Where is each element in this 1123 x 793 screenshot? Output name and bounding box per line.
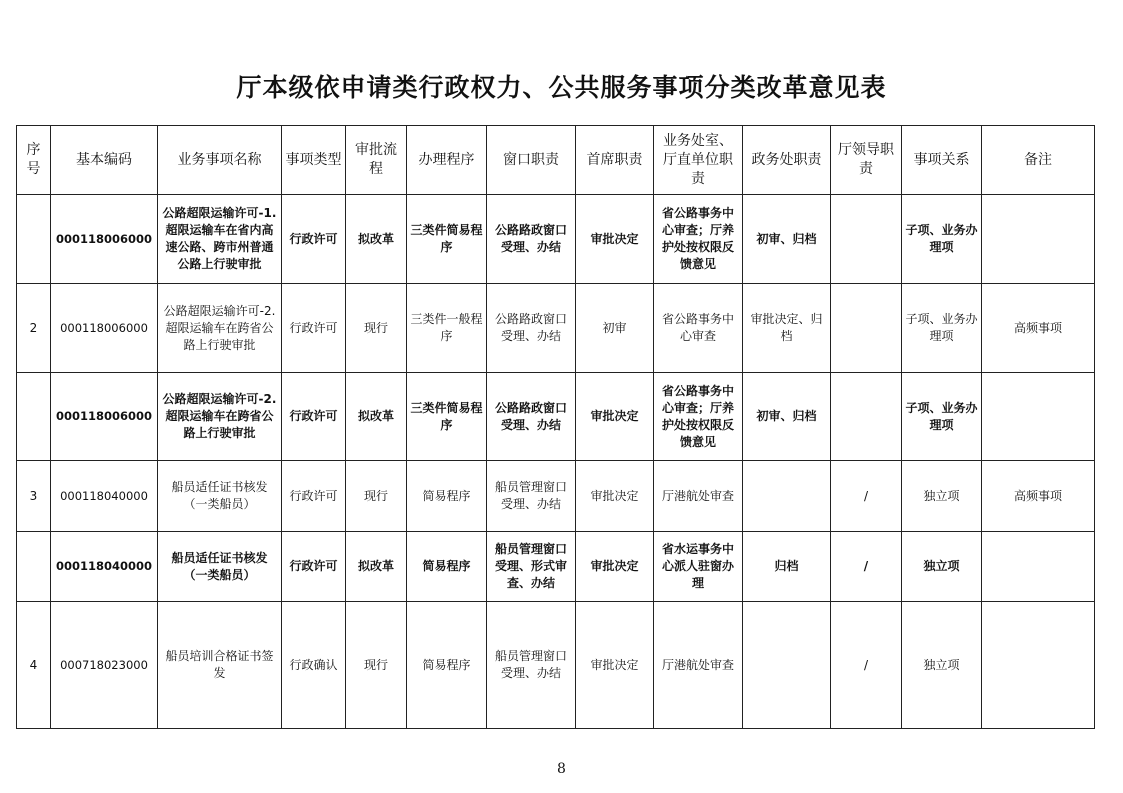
cell-chief: 审批决定	[576, 532, 654, 602]
table-row	[17, 284, 1095, 373]
cell-relation: 子项、业务办理项	[902, 195, 982, 284]
header-code: 基本编码	[51, 126, 158, 195]
cell-window: 公路路政窗口受理、办结	[487, 373, 576, 461]
cell-type: 行政许可	[282, 532, 346, 602]
cell-affairs	[743, 461, 831, 532]
cell-code: 000718023000	[51, 602, 158, 729]
cell-affairs: 初审、归档	[743, 195, 831, 284]
header-chief: 首席职责	[576, 126, 654, 195]
cell-type: 行政许可	[282, 284, 346, 373]
table-row	[17, 461, 1095, 532]
reform-table	[16, 125, 1095, 729]
cell-name: 船员培训合格证书签发	[158, 602, 282, 729]
table-row	[17, 373, 1095, 461]
cell-code: 000118006000	[51, 373, 158, 461]
cell-relation: 子项、业务办理项	[902, 284, 982, 373]
document-title: 厅本级依申请类行政权力、公共服务事项分类改革意见表	[236, 73, 887, 102]
table-row	[17, 602, 1095, 729]
header-name: 业务事项名称	[158, 126, 282, 195]
cell-seq: 4	[17, 602, 51, 729]
header-dept: 业务处室、厅直单位职责	[654, 126, 743, 195]
cell-dept: 省水运事务中心派人驻窗办理	[654, 532, 743, 602]
cell-window: 船员管理窗口受理、办结	[487, 461, 576, 532]
table-row	[17, 532, 1095, 602]
cell-name: 公路超限运输许可-1.超限运输车在省内高速公路、跨市州普通公路上行驶审批	[158, 195, 282, 284]
cell-leader: /	[831, 532, 902, 602]
cell-remark	[982, 195, 1095, 284]
cell-flow: 现行	[346, 602, 407, 729]
header-row	[17, 126, 1095, 195]
cell-relation: 子项、业务办理项	[902, 373, 982, 461]
header-flow: 审批流程	[346, 126, 407, 195]
cell-leader: /	[831, 602, 902, 729]
cell-seq: 3	[17, 461, 51, 532]
cell-name: 船员适任证书核发（一类船员）	[158, 532, 282, 602]
cell-flow: 现行	[346, 461, 407, 532]
cell-procedure: 简易程序	[407, 602, 487, 729]
cell-type: 行政许可	[282, 461, 346, 532]
header-remark: 备注	[982, 126, 1095, 195]
cell-chief: 初审	[576, 284, 654, 373]
cell-procedure: 简易程序	[407, 532, 487, 602]
header-leader: 厅领导职责	[831, 126, 902, 195]
cell-affairs: 初审、归档	[743, 373, 831, 461]
header-procedure: 办理程序	[407, 126, 487, 195]
cell-remark: 高频事项	[982, 461, 1095, 532]
cell-procedure: 三类件简易程序	[407, 373, 487, 461]
cell-procedure: 三类件一般程序	[407, 284, 487, 373]
cell-code: 000118040000	[51, 461, 158, 532]
cell-window: 公路路政窗口受理、办结	[487, 284, 576, 373]
cell-leader	[831, 195, 902, 284]
cell-name: 公路超限运输许可-2.超限运输车在跨省公路上行驶审批	[158, 373, 282, 461]
cell-chief: 审批决定	[576, 373, 654, 461]
cell-remark	[982, 532, 1095, 602]
cell-relation: 独立项	[902, 532, 982, 602]
cell-affairs	[743, 602, 831, 729]
cell-flow: 拟改革	[346, 195, 407, 284]
cell-chief: 审批决定	[576, 461, 654, 532]
cell-remark	[982, 373, 1095, 461]
cell-chief: 审批决定	[576, 602, 654, 729]
cell-dept: 省公路事务中心审查；厅养护处按权限反馈意见	[654, 195, 743, 284]
cell-leader: /	[831, 461, 902, 532]
header-type: 事项类型	[282, 126, 346, 195]
cell-procedure: 三类件简易程序	[407, 195, 487, 284]
cell-window: 船员管理窗口受理、办结	[487, 602, 576, 729]
cell-code: 000118006000	[51, 284, 158, 373]
cell-leader	[831, 373, 902, 461]
cell-seq: 2	[17, 284, 51, 373]
cell-type: 行政许可	[282, 195, 346, 284]
cell-affairs: 审批决定、归档	[743, 284, 831, 373]
cell-leader	[831, 284, 902, 373]
cell-chief: 审批决定	[576, 195, 654, 284]
cell-remark	[982, 602, 1095, 729]
cell-dept: 厅港航处审查	[654, 602, 743, 729]
cell-flow: 现行	[346, 284, 407, 373]
cell-code: 000118040000	[51, 532, 158, 602]
cell-type: 行政确认	[282, 602, 346, 729]
cell-flow: 拟改革	[346, 373, 407, 461]
table-row	[17, 195, 1095, 284]
cell-remark: 高频事项	[982, 284, 1095, 373]
header-affairs: 政务处职责	[743, 126, 831, 195]
cell-dept: 厅港航处审查	[654, 461, 743, 532]
cell-dept: 省公路事务中心审查	[654, 284, 743, 373]
cell-seq	[17, 195, 51, 284]
cell-seq	[17, 373, 51, 461]
header-relation: 事项关系	[902, 126, 982, 195]
cell-window: 船员管理窗口受理、形式审查、办结	[487, 532, 576, 602]
cell-flow: 拟改革	[346, 532, 407, 602]
cell-procedure: 简易程序	[407, 461, 487, 532]
cell-code: 000118006000	[51, 195, 158, 284]
cell-relation: 独立项	[902, 461, 982, 532]
cell-window: 公路路政窗口受理、办结	[487, 195, 576, 284]
cell-name: 船员适任证书核发（一类船员）	[158, 461, 282, 532]
cell-relation: 独立项	[902, 602, 982, 729]
cell-affairs: 归档	[743, 532, 831, 602]
cell-seq	[17, 532, 51, 602]
cell-type: 行政许可	[282, 373, 346, 461]
header-window: 窗口职责	[487, 126, 576, 195]
cell-name: 公路超限运输许可-2.超限运输车在跨省公路上行驶审批	[158, 284, 282, 373]
cell-dept: 省公路事务中心审查；厅养护处按权限反馈意见	[654, 373, 743, 461]
page-number: 8	[557, 761, 566, 777]
header-seq: 序号	[17, 126, 51, 195]
